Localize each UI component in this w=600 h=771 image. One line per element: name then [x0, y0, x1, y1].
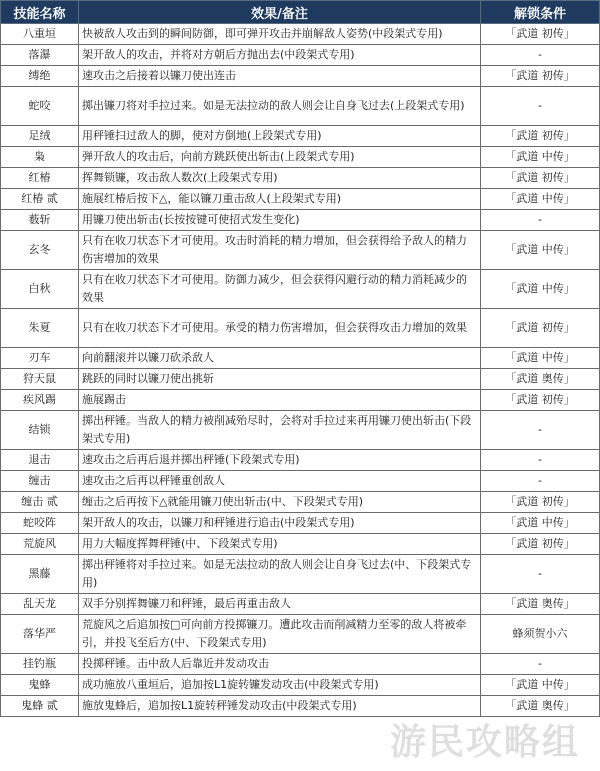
table-row — [1, 210, 600, 231]
table-row — [1, 492, 600, 513]
unlock-cell: 「武道 奥传」 — [481, 369, 600, 390]
effect-cell: 只有在收刀状态下才可使用。承受的精力伤害增加，但会获得攻击力增加的效果 — [79, 309, 481, 348]
effect-cell: 成功施放八重垣后，追加按L1旋转镰发动攻击(中段架式专用) — [79, 675, 481, 696]
unlock-cell: 「武道 中传」 — [481, 270, 600, 309]
skill-name-cell: 朱夏 — [1, 309, 79, 348]
skill-name-cell: 荒旋风 — [1, 534, 79, 555]
table-row — [1, 24, 600, 45]
skill-name-cell: 红椿 贰 — [1, 189, 79, 210]
unlock-cell: 「武道 初传」 — [481, 390, 600, 411]
unlock-cell: 「武道 初传」 — [481, 492, 600, 513]
table-row — [1, 270, 600, 309]
unlock-cell: 蜂须贺小六 — [481, 615, 600, 654]
unlock-cell: 「武道 中传」 — [481, 231, 600, 270]
effect-cell: 速攻击之后接着以镰刀使出连击 — [79, 66, 481, 87]
skill-name-cell: 乱天龙 — [1, 594, 79, 615]
table-row — [1, 555, 600, 594]
effect-cell: 向前翻滚并以镰刀砍杀敌人 — [79, 348, 481, 369]
skill-name-cell: 鬼蜂 — [1, 675, 79, 696]
effect-cell: 弹开敌人的攻击后，向前方跳跃使出斩击(上段架式专用) — [79, 147, 481, 168]
skill-name-cell: 薮斩 — [1, 210, 79, 231]
unlock-cell: 「武道 初传」 — [481, 126, 600, 147]
table-row — [1, 696, 600, 717]
effect-cell: 用镰刀使出斩击(长按按键可使招式发生变化) — [79, 210, 481, 231]
unlock-cell: - — [481, 45, 600, 66]
unlock-cell: 「武道 中传」 — [481, 147, 600, 168]
skill-name-cell: 狩天鼠 — [1, 369, 79, 390]
skill-name-cell: 落瀑 — [1, 45, 79, 66]
effect-cell: 挥舞锁镰，攻击敌人数次(上段架式专用) — [79, 168, 481, 189]
unlock-cell: - — [481, 411, 600, 450]
skill-name-cell: 缠击 — [1, 471, 79, 492]
effect-cell: 用秤锤扫过敌人的脚，使对方倒地(上段架式专用) — [79, 126, 481, 147]
table-row — [1, 594, 600, 615]
effect-cell: 施展红椿后按下△，能以镰刀重击敌人(上段架式专用) — [79, 189, 481, 210]
effect-cell: 用力大幅度挥舞秤锤(中、下段架式专用) — [79, 534, 481, 555]
skill-name-cell: 退击 — [1, 450, 79, 471]
effect-cell: 荒旋风之后追加按□可向前方投掷镰刀。遭此攻击而削减精力至零的敌人将被牵引，并投飞至后方(中、下段架式专用) — [79, 615, 481, 654]
skill-name-cell: 结锁 — [1, 411, 79, 450]
effect-cell: 双手分别挥舞镰刀和秤锤，最后再重击敌人 — [79, 594, 481, 615]
table-row — [1, 87, 600, 126]
effect-cell: 掷出秤锤将对手拉过来。如是无法拉动的敌人则会让自身飞过去(中、下段架式专用) — [79, 555, 481, 594]
skill-name-cell: 足绒 — [1, 126, 79, 147]
table-row — [1, 126, 600, 147]
table-body — [1, 24, 600, 717]
unlock-cell: - — [481, 450, 600, 471]
unlock-cell: - — [481, 654, 600, 675]
table-row — [1, 168, 600, 189]
skill-name-cell: 枭 — [1, 147, 79, 168]
skill-name-cell: 玄冬 — [1, 231, 79, 270]
unlock-cell: 「武道 初传」 — [481, 66, 600, 87]
table-row — [1, 615, 600, 654]
table-row — [1, 654, 600, 675]
effect-cell: 只有在收刀状态下才可使用。攻击时消耗的精力增加，但会获得给予敌人的精力伤害增加的效果 — [79, 231, 481, 270]
unlock-cell: 「武道 中传」 — [481, 189, 600, 210]
table-row — [1, 534, 600, 555]
table-row — [1, 471, 600, 492]
unlock-cell: 「武道 中传」 — [481, 675, 600, 696]
skill-name-cell: 落华严 — [1, 615, 79, 654]
unlock-cell: - — [481, 87, 600, 126]
unlock-cell: 「武道 中传」 — [481, 348, 600, 369]
effect-cell: 掷出镰刀将对手拉过来。如是无法拉动的敌人则会让自身飞过去(上段架式专用) — [79, 87, 481, 126]
table-row — [1, 189, 600, 210]
effect-cell: 架开敌人的攻击，以镰刀和秤锤进行追击(中段架式专用) — [79, 513, 481, 534]
skill-name-cell: 挂钓瓶 — [1, 654, 79, 675]
skill-name-cell: 黑藤 — [1, 555, 79, 594]
table-row — [1, 513, 600, 534]
header-skill-name: 技能名称 — [1, 1, 79, 24]
skill-name-cell: 白秋 — [1, 270, 79, 309]
unlock-cell: 「武道 初传」 — [481, 24, 600, 45]
skill-name-cell: 疾风踢 — [1, 390, 79, 411]
table-row — [1, 348, 600, 369]
skill-name-cell: 八重垣 — [1, 24, 79, 45]
effect-cell: 只有在收刀状态下才可使用。防御力减少，但会获得闪避行动的精力消耗减少的效果 — [79, 270, 481, 309]
effect-cell: 施放鬼蜂后，追加按L1旋转秤锤发动攻击(中段架式专用) — [79, 696, 481, 717]
skill-name-cell: 蛇咬 — [1, 87, 79, 126]
unlock-cell: 「武道 初传」 — [481, 168, 600, 189]
table-row — [1, 411, 600, 450]
effect-cell: 速攻击之后再后退并掷出秤锤(下段架式专用) — [79, 450, 481, 471]
effect-cell: 施展踢击 — [79, 390, 481, 411]
table-row — [1, 231, 600, 270]
unlock-cell: - — [481, 555, 600, 594]
skill-name-cell: 缠击 贰 — [1, 492, 79, 513]
skill-name-cell: 鬼蜂 贰 — [1, 696, 79, 717]
skill-name-cell: 蛇咬阵 — [1, 513, 79, 534]
table-row — [1, 66, 600, 87]
table-row — [1, 390, 600, 411]
header-effect: 效果/备注 — [79, 1, 481, 24]
unlock-cell: - — [481, 471, 600, 492]
table-row — [1, 45, 600, 66]
unlock-cell: - — [481, 210, 600, 231]
table-row — [1, 450, 600, 471]
unlock-cell: 「武道 中传」 — [481, 513, 600, 534]
skill-name-cell: 刃车 — [1, 348, 79, 369]
table-row — [1, 369, 600, 390]
header-unlock: 解锁条件 — [481, 1, 600, 24]
effect-cell: 快被敌人攻击到的瞬间防御，即可弹开攻击并崩解敌人姿势(中段架式专用) — [79, 24, 481, 45]
table-row — [1, 309, 600, 348]
effect-cell: 跳跃的同时以镰刀使出挑斩 — [79, 369, 481, 390]
unlock-cell: 「武道 初传」 — [481, 309, 600, 348]
watermark: 游民攻略组 — [389, 722, 580, 763]
table-row — [1, 675, 600, 696]
effect-cell: 掷出秤锤。当敌人的精力被削减殆尽时，会将对手拉过来再用镰刀使出斩击(下段架式专用) — [79, 411, 481, 450]
effect-cell: 投掷秤锤。击中敌人后靠近并发动攻击 — [79, 654, 481, 675]
skill-name-cell: 红椿 — [1, 168, 79, 189]
unlock-cell: 「武道 奥传」 — [481, 696, 600, 717]
unlock-cell: 「武道 初传」 — [481, 534, 600, 555]
table-header-row — [1, 1, 600, 24]
unlock-cell: 「武道 奥传」 — [481, 594, 600, 615]
effect-cell: 缠击之后再按下△就能用镰刀使出斩击(中、下段架式专用) — [79, 492, 481, 513]
effect-cell: 速攻击之后再以秤锤重创敌人 — [79, 471, 481, 492]
effect-cell: 架开敌人的攻击，并将对方朝后方抛出去(中段架式专用) — [79, 45, 481, 66]
table-row — [1, 147, 600, 168]
skill-name-cell: 缚绝 — [1, 66, 79, 87]
